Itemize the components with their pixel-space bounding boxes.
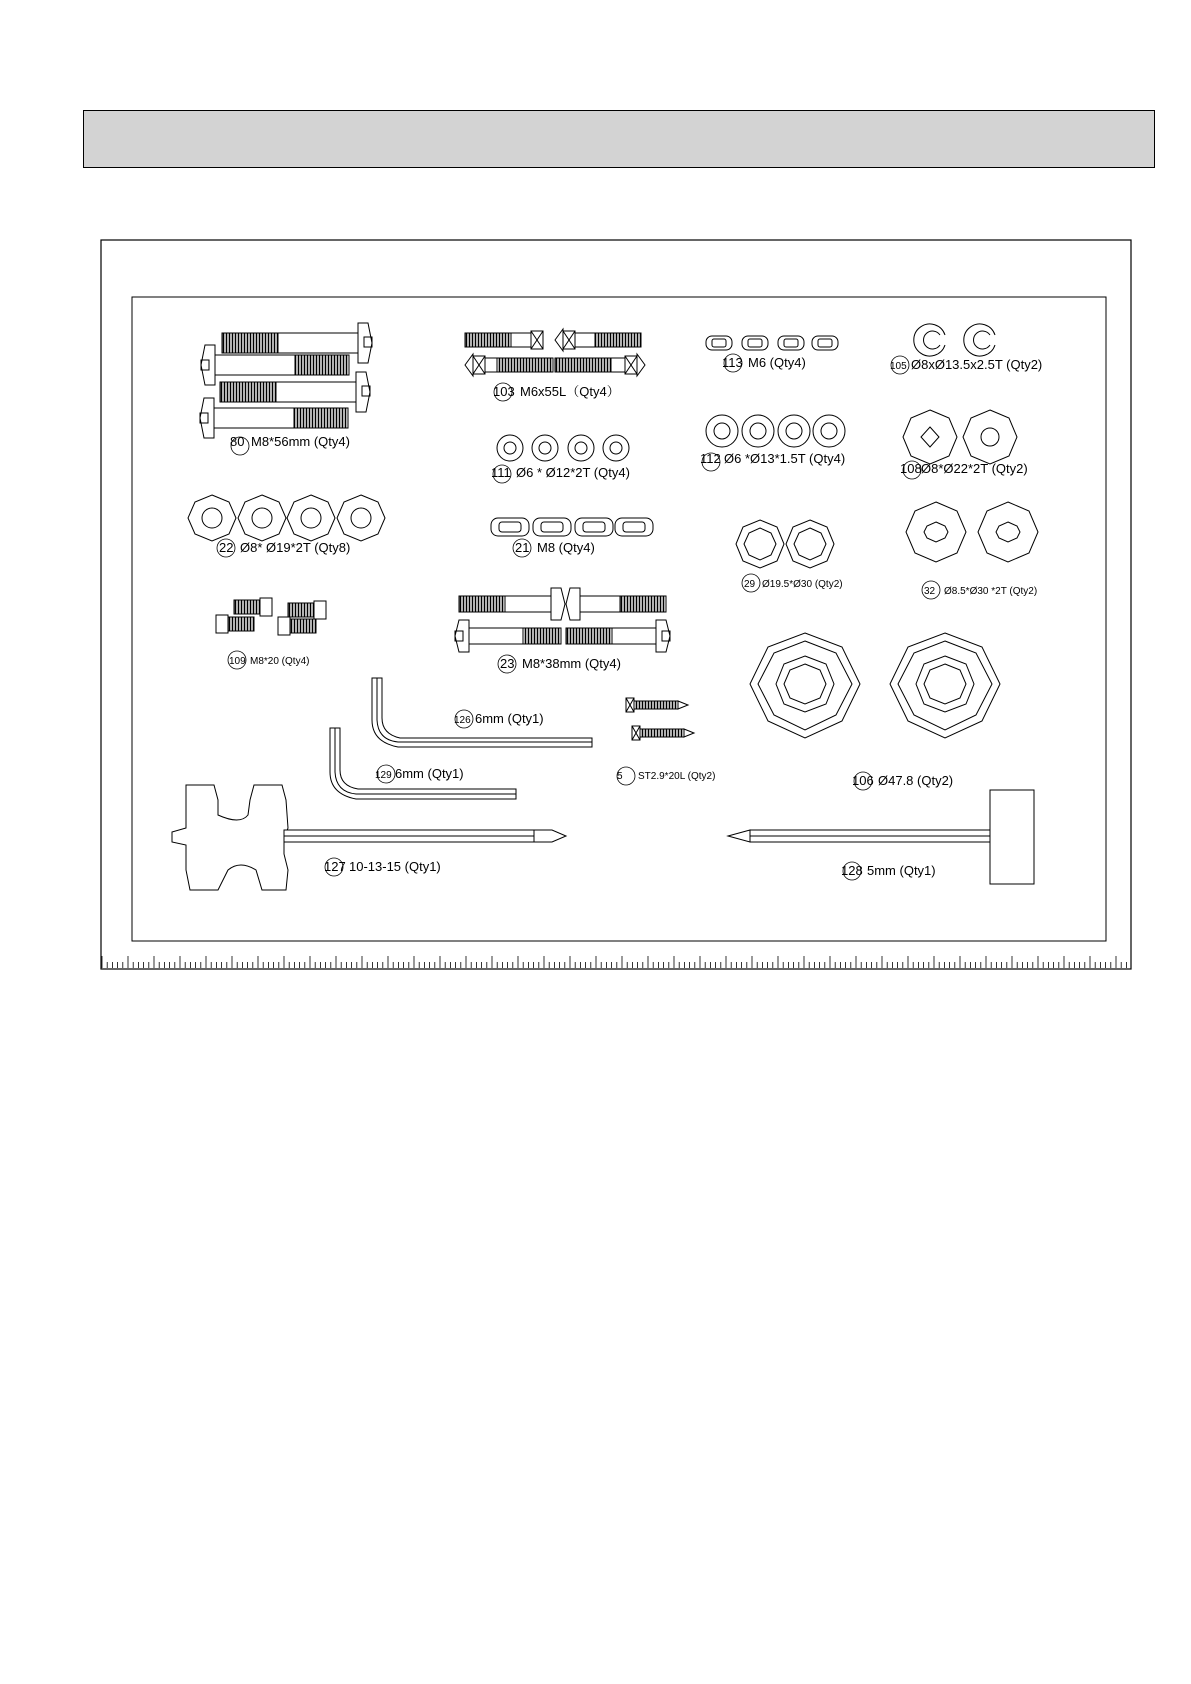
part-label-22 — [217, 539, 350, 557]
washer-22-drawing — [188, 495, 385, 541]
part-number-113: 113 — [722, 355, 743, 370]
part-number-32: 32 — [924, 586, 936, 597]
washer-111-drawing — [497, 435, 629, 461]
bolt-103-drawing — [465, 329, 645, 376]
part-number-106: 106 — [852, 773, 874, 788]
washer-29-drawing — [736, 520, 834, 568]
washer-32-drawing — [906, 502, 1038, 562]
part-desc-129: 6mm (Qty1) — [395, 766, 464, 781]
part-label-103 — [493, 383, 620, 401]
washer-105-drawing — [914, 324, 995, 356]
part-number-126: 126 — [454, 715, 471, 726]
part-desc-23: M8*38mm (Qty4) — [522, 656, 621, 671]
part-desc-113: M6 (Qty4) — [748, 355, 806, 370]
part-desc-111: Ø6 * Ø12*2T (Qty4) — [516, 465, 630, 480]
bolt-80-drawing — [200, 323, 372, 438]
washer-112-drawing — [706, 415, 845, 447]
part-label-109 — [228, 651, 309, 669]
part-desc-22: Ø8* Ø19*2T (Qty8) — [240, 540, 351, 555]
nut-113-drawing — [706, 336, 838, 350]
washer-108-drawing — [903, 410, 1017, 464]
part-number-109: 109 — [229, 656, 246, 667]
part-label-126 — [454, 710, 544, 728]
part-label-128 — [841, 862, 936, 880]
part-desc-109: M8*20 (Qty4) — [250, 656, 310, 667]
part-label-112 — [700, 451, 845, 471]
part-desc-106: Ø47.8 (Qty2) — [878, 773, 954, 788]
part-number-112: 112 — [700, 451, 721, 466]
wrench-127-drawing — [172, 785, 566, 890]
part-number-22: 22 — [219, 540, 234, 555]
washer-106-drawing — [750, 633, 1000, 738]
bolt-23-drawing — [455, 588, 670, 652]
part-desc-105: Ø8xØ13.5x2.5T (Qty2) — [911, 357, 1043, 372]
part-number-127: 127 — [324, 859, 346, 874]
part-desc-80: M8*56mm (Qty4) — [251, 434, 350, 449]
part-number-128: 128 — [841, 863, 863, 878]
part-number-23: 23 — [500, 656, 515, 671]
part-desc-5: ST2.9*20L (Qty2) — [638, 771, 716, 782]
allen-key-129-drawing — [330, 728, 516, 799]
part-number-108: 108 — [900, 461, 922, 476]
part-desc-112: Ø6 *Ø13*1.5T (Qty4) — [724, 451, 846, 466]
part-label-21 — [513, 539, 595, 557]
part-label-129 — [375, 765, 464, 783]
part-label-113 — [722, 354, 806, 372]
part-label-80 — [230, 434, 350, 455]
part-number-111: 111 — [491, 465, 511, 480]
part-desc-127: 10-13-15 (Qty1) — [349, 859, 441, 874]
part-label-105 — [890, 356, 1042, 374]
part-label-108 — [900, 461, 1028, 479]
bolt-109-drawing — [216, 598, 326, 635]
part-desc-29: Ø19.5*Ø30 (Qty2) — [762, 579, 843, 590]
part-desc-21: M8 (Qty4) — [537, 540, 595, 555]
part-number-103: 103 — [493, 384, 515, 399]
part-number-80: 80 — [230, 434, 245, 449]
part-label-111 — [491, 465, 630, 483]
part-label-5 — [617, 767, 715, 785]
nut-21-drawing — [491, 518, 653, 536]
part-label-29 — [742, 574, 843, 592]
part-number-29: 29 — [744, 579, 756, 590]
part-number-129: 129 — [375, 770, 392, 781]
part-number-5: 5 — [617, 771, 623, 782]
part-number-21: 21 — [515, 540, 530, 555]
part-label-127 — [324, 858, 441, 876]
part-label-106 — [852, 772, 953, 790]
part-desc-32: Ø8.5*Ø30 *2T (Qty2) — [944, 586, 1038, 597]
part-number-105: 105 — [890, 361, 907, 372]
part-desc-103: M6x55L（Qty4） — [520, 384, 620, 399]
part-label-32 — [922, 581, 1037, 599]
screw-5-drawing — [626, 698, 694, 740]
part-label-23 — [498, 655, 621, 673]
part-desc-128: 5mm (Qty1) — [867, 863, 936, 878]
part-desc-108: Ø8*Ø22*2T (Qty2) — [921, 461, 1028, 476]
part-desc-126: 6mm (Qty1) — [475, 711, 544, 726]
ruler — [102, 956, 1126, 968]
